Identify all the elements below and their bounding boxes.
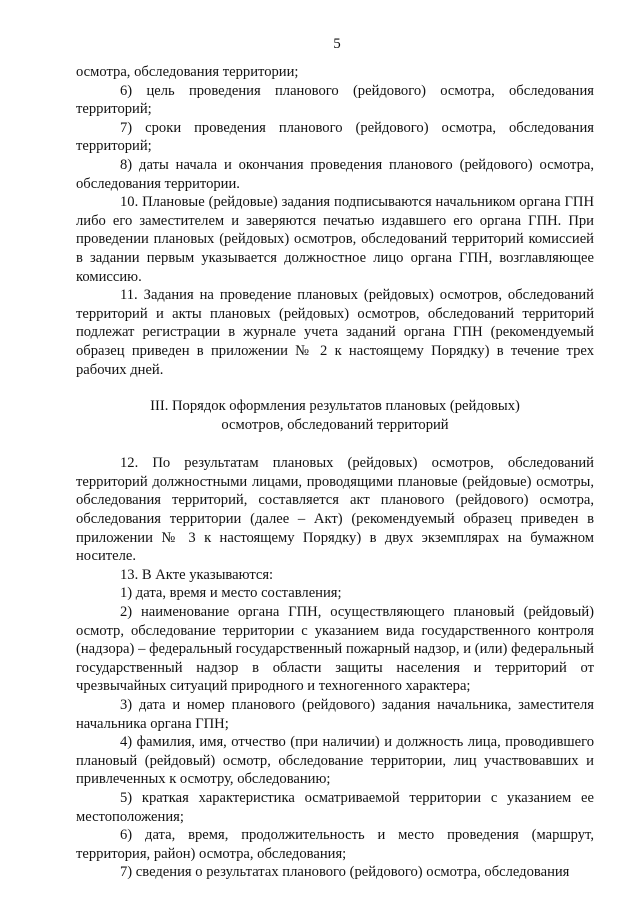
paragraph-13: 13. В Акте указываются: [120, 566, 274, 583]
paragraph-13-7: 7) сведения о результатах планового (рейдового) осмотра, обследования [120, 864, 570, 881]
paragraphs-top [76, 63, 594, 379]
section-heading-line-1: III. Порядок оформления результатов плановых (рейдовых) [150, 398, 520, 415]
paragraph-11: 11. Задания на проведение плановых (рейдовых) осмотров, обследований территорий и акты плановых (рейдовых) осмотров, обследований территорий подлежат регистрации в журнале учета заданий органа ГПН (рекомендуемый образец приведен в приложении № 2 к настоящему Порядку) в течение трех рабочих дней. [76, 287, 594, 378]
paragraph-13-4: 4) фамилия, имя, отчество (при наличии) и должность лица, проводившего плановый (рейдовый) осмотр, обследование территории, лиц участвовавших и привлеченных к осмотру, обследованию; [76, 734, 594, 788]
paragraph-13-6: 6) дата, время, продолжительность и место проведения (маршрут, территория, район) осмотра, обследования; [76, 827, 594, 862]
paragraph-13-5: 5) краткая характеристика осматриваемой территории с указанием ее местоположения; [76, 789, 594, 825]
paragraph-13-1: 1) дата, время и место составления; [120, 585, 342, 602]
paragraph-6: 6) цель проведения планового (рейдового) осмотра, обследования территорий; [76, 82, 594, 118]
paragraph-cont: осмотра, обследования территории; [76, 64, 299, 80]
paragraph-12: 12. По результатам плановых (рейдовых) осмотров, обследований территорий должностными лицами, проводящими плановые (рейдовые) осмотры, обследования территорий, составляется акт планового (рейдового) осмотра, обследования территории (далее – Акт) (рекомендуемый образец приведен в приложении № 3 к настоящему Порядку) в двух экземплярах на бумажном носителе. [76, 455, 594, 565]
paragraph-7: 7) сроки проведения планового (рейдового) осмотра, обследования территорий; [76, 119, 594, 155]
paragraphs-bottom [76, 454, 594, 882]
paragraph-13-3: 3) дата и номер планового (рейдового) задания начальника, заместителя начальника органа ГПН; [76, 697, 594, 732]
paragraph-10: 10. Плановые (рейдовые) задания подписываются начальником органа ГПН либо его заместителем и заверяются печатью издавшего его органа ГПН. При проведении плановых (рейдовых) осмотров, обследований территорий комиссией в задании первым указывается должностное лицо органа ГПН, возглавляющее комиссию. [76, 194, 594, 285]
document-body [76, 63, 594, 882]
section-heading [76, 397, 594, 434]
paragraph-13-2: 2) наименование органа ГПН, осуществляющего плановый (рейдовый) осмотр, обследование территории с указанием вида государственного контроля (надзора) – федеральный государственный пожарный надзор, и (или) федеральный государственный надзор в области защиты населения и территорий от чрезвычайных ситуаций природного и техногенного характера; [76, 604, 594, 695]
paragraph-8: 8) даты начала и окончания проведения планового (рейдового) осмотра, обследования территории. [76, 156, 594, 192]
section-heading-line-2: осмотров, обследований территорий [221, 416, 449, 433]
page-number: 5 [333, 36, 341, 52]
